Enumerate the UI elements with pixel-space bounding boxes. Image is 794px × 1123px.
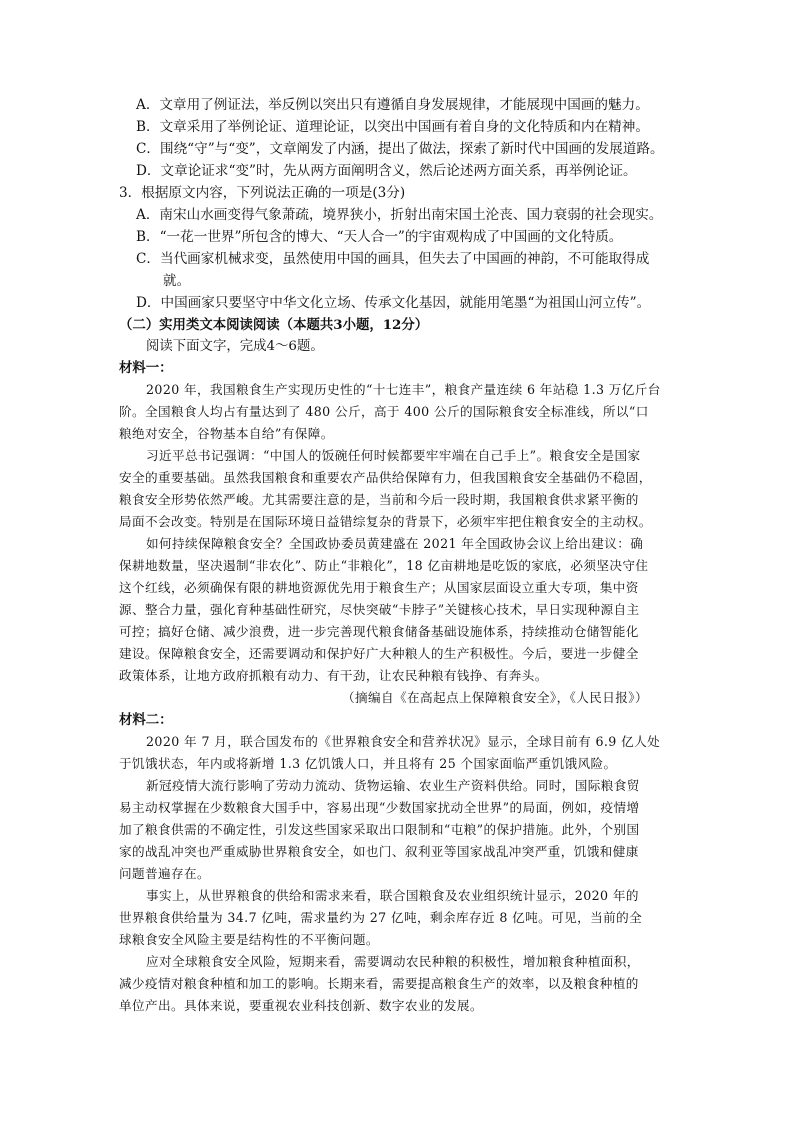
material1-label: 材料一： xyxy=(119,360,173,376)
q2-option-a: A．文章用了例证法，举反例以突出只有遵循自身发展规律，才能展现中国画的魅力。 xyxy=(136,97,649,113)
q3-option-c-line2: 就。 xyxy=(163,273,191,289)
q3-stem: 3．根据原文内容，下列说法正确的一项是(3分) xyxy=(119,185,406,201)
q2-option-c: C．围绕“守”与“变”，文章阐发了内涵，提出了做法，探索了新时代中国画的发展道路。 xyxy=(136,141,664,157)
q3-option-b: B．“一花一世界”所包含的博大、“天人合一”的宇宙观构成了中国画的文化特质。 xyxy=(136,229,623,245)
q3-option-c-line1: C．当代画家机械求变，虽然使用中国的画具，但失去了中国画的神韵，不可能取得成 xyxy=(136,251,650,267)
material2-line: 事实上，从世界粮食的供给和需求来看，联合国粮食及农业组织统计显示，2020 年的 xyxy=(146,888,639,903)
material1-line: 局面不会改变。特别是在国际环境日益错综复杂的背景下，必须牢牢把住粮食安全的主动权。 xyxy=(119,514,652,529)
material1-line: 保耕地数量，坚决遏制“非农化”、防止“非粮化”，18 亿亩耕地是吃饭的家底，必须坚决守住 xyxy=(119,558,649,573)
material1-line: 可控；搞好仓储、减少浪费，进一步完善现代粮食储备基础设施体系，持续推动仓储智能化 xyxy=(119,624,639,639)
material1-line: 源、整合力量，强化育种基础性研究，尽快突破“卡脖子”关键核心技术，早日实现种源自主 xyxy=(119,602,640,617)
material2-line: 家的战乱冲突也严重威胁世界粮食安全，如也门、叙利亚等国家战乱冲突严重，饥饿和健康 xyxy=(119,844,639,859)
material2-line: 单位产出。具体来说，要重视农业科技创新、数字农业的发展。 xyxy=(119,998,483,1013)
section2-instruction: 阅读下面文字，完成4～6题。 xyxy=(146,339,324,354)
material2-line: 于饥饿状态，年内或将新增 1.3 亿饥饿人口，并且将有 25 个国家面临严重饥饿风险。 xyxy=(119,756,617,771)
material2-line: 应对全球粮食安全风险，短期来看，需要调动农民种粮的积极性，增加粮食种植面积， xyxy=(146,954,640,969)
material2-line: 世界粮食供给量为 34.7 亿吨，需求量约为 27 亿吨，剩余库存近 8 亿吨。可见，当前的全 xyxy=(119,910,643,925)
material2-line: 易主动权掌握在少数粮食大国手中，容易出现“少数国家扰动全世界”的局面，例如，疫情增 xyxy=(119,800,640,815)
material2-line: 加了粮食供需的不确定性，引发这些国家采取出口限制和“屯粮”的保护措施。此外，个别国 xyxy=(119,822,640,837)
material1-line: 政策体系，让地方政府抓粮有动力、有干劲，让农民种粮有钱挣、有奔头。 xyxy=(119,668,548,683)
material1-line: 这个红线，必须确保有限的耕地资源优先用于粮食生产；从国家层面设立重大专项，集中资 xyxy=(119,580,639,595)
material1-line: 如何持续保障粮食安全？全国政协委员黄建盛在 2021 年全国政协会议上给出建议：确 xyxy=(146,536,644,551)
q3-option-a: A．南宋山水画变得气象萧疏，境界狭小，折射出南宋国土沦丧、国力衰弱的社会现实。 xyxy=(136,207,663,223)
material2-label: 材料二： xyxy=(119,712,173,728)
material1-line: 2020 年，我国粮食生产实现历史性的“十七连丰”，粮食产量连续 6 年站稳 1.3 万亿斤台 xyxy=(146,382,661,397)
material1-line: 建设。保障粮食安全，还需要调动和保护好广大种粮人的生产积极性。今后，要进一步健全 xyxy=(119,646,639,661)
material2-line: 减少疫情对粮食种植和加工的影响。长期来看，需要提高粮食生产的效率，以及粮食种植的 xyxy=(119,976,639,991)
material2-line: 新冠疫情大流行影响了劳动力流动、货物运输、农业生产资料供给。同时，国际粮食贸 xyxy=(146,778,640,793)
q2-option-d: D．文章论证求“变”时，先从两方面阐明含义，然后论述两方面关系，再举例论证。 xyxy=(136,163,637,179)
material1-line: 粮绝对安全，谷物基本自给”有保障。 xyxy=(119,426,334,441)
material1-source: （摘编自《在高起点上保障粮食安全》，《人民日报》） xyxy=(342,690,648,705)
material1-line: 习近平总书记强调：“中国人的饭碗任何时候都要牢牢端在自己手上”。粮食安全是国家 xyxy=(146,448,641,463)
material2-line: 2020 年 7 月，联合国发布的《世界粮食安全和营养状况》显示，全球目前有 6.9 亿人处 xyxy=(146,734,661,749)
material1-line: 粮食安全形势依然严峻。尤其需要注意的是，当前和今后一段时期，我国粮食供求紧平衡的 xyxy=(119,492,639,507)
material1-line: 阶。全国粮食人均占有量达到了 480 公斤，高于 400 公斤的国际粮食安全标准线，所以“口 xyxy=(119,404,649,419)
q3-option-d: D．中国画家只要坚守中华文化立场、传承文化基因，就能用笔墨“为祖国山河立传”。 xyxy=(136,295,651,311)
q2-option-b: B．文章采用了举例论证、道理论证，以突出中国画有着自身的文化特质和内在精神。 xyxy=(136,119,649,135)
material2-line: 问题普遍存在。 xyxy=(119,866,210,881)
section2-heading: （二）实用类文本阅读阅读（本题共3小题，12分） xyxy=(119,317,429,333)
material1-line: 安全的重要基础。虽然我国粮食和重要农产品供给保障有力，但我国粮食安全基础仍不稳固， xyxy=(119,470,652,485)
material2-line: 球粮食安全风险主要是结构性的不平衡问题。 xyxy=(119,932,379,947)
